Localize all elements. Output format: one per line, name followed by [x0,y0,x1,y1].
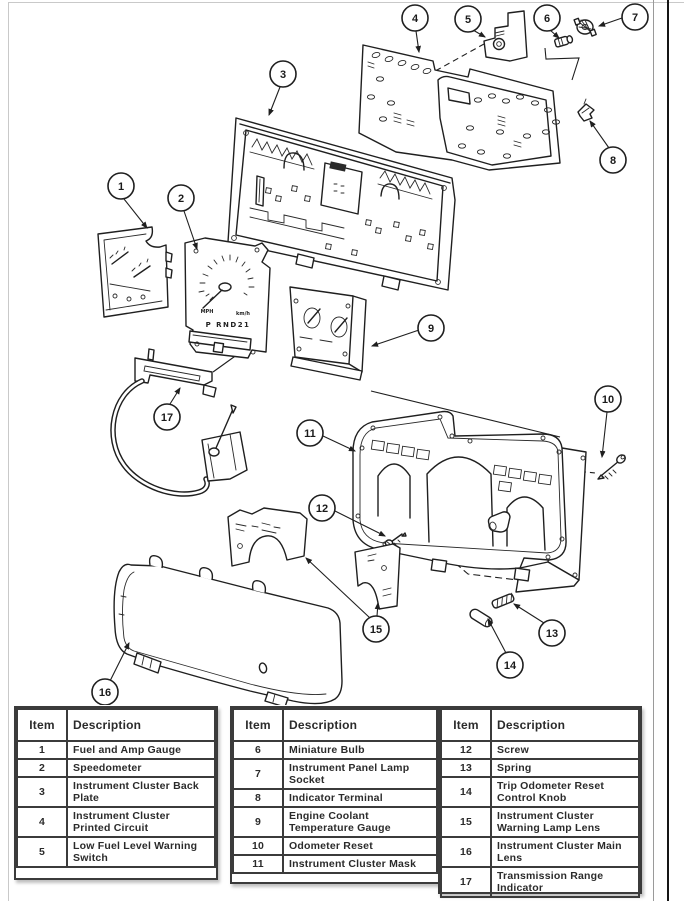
parts-table [440,708,640,898]
callout-10 [595,386,621,412]
description-cell: Miniature Bulb [283,741,437,759]
svg-text:13: 13 [545,628,559,640]
callout-2 [168,185,194,211]
description-header: Description [283,709,437,741]
description-cell: Engine Coolant Temperature Gauge [283,807,437,837]
svg-text:15: 15 [369,624,383,636]
part-trip-odometer-reset-knob [468,607,494,628]
callout-5 [455,6,481,32]
svg-text:16: 16 [98,687,112,699]
item-cell: 15 [441,807,491,837]
description-cell: Screw [491,741,639,759]
callout-6 [534,5,560,31]
table-row [441,807,639,837]
parts-table-1 [14,706,218,880]
item-cell: 13 [441,759,491,777]
item-cell: 11 [233,855,283,873]
part-instrument-panel-lamp-bracket [484,11,527,61]
svg-text:3: 3 [279,69,287,81]
description-cell: Instrument Cluster Back Plate [67,777,215,807]
table-header-row [441,709,639,741]
callout-15 [363,616,389,642]
table-row [441,759,639,777]
item-cell: 16 [441,837,491,867]
part-odometer-reset-screw [598,453,627,479]
part-engine-coolant-temperature-gauge [290,287,366,380]
table-row [441,777,639,807]
item-cell: 2 [17,759,67,777]
svg-text:11: 11 [304,428,316,440]
part-speedometer [185,238,270,358]
item-cell: 14 [441,777,491,807]
table-row [233,741,437,759]
item-cell: 3 [17,777,67,807]
table-row [17,741,215,759]
callout-8 [600,147,626,173]
svg-text:6: 6 [543,13,551,25]
callout-16 [92,679,118,705]
table-row [233,837,437,855]
parts-table [232,708,438,874]
callout-3 [270,61,296,87]
description-cell: Odometer Reset [283,837,437,855]
table-row [17,807,215,837]
callout-4 [402,5,428,31]
part-indicator-terminal [578,99,594,121]
item-header: Item [441,709,491,741]
parts-table [16,708,216,868]
table-row [233,807,437,837]
part-instrument-cluster-printed-circuit [359,45,560,170]
svg-text:10: 10 [601,394,615,406]
table-row [17,759,215,777]
description-cell: Instrument Cluster Mask [283,855,437,873]
item-cell: 12 [441,741,491,759]
svg-text:8: 8 [609,155,617,167]
parts-table-3 [438,706,642,894]
item-cell: 9 [233,807,283,837]
table-row [233,789,437,807]
description-cell: Instrument Cluster Printed Circuit [67,807,215,837]
item-cell: 6 [233,741,283,759]
svg-text:7: 7 [631,12,639,24]
table-header-row [17,709,215,741]
description-cell: Indicator Terminal [283,789,437,807]
item-cell: 5 [17,837,67,867]
svg-text:12: 12 [315,503,329,515]
part-warning-lamp-lens-upper [228,508,307,566]
table-row [17,777,215,807]
part-instrument-panel-lamp-socket [574,18,596,36]
item-cell: 17 [441,867,491,897]
speedometer-kmh-label: km/h [236,311,250,317]
callout-12 [309,495,335,521]
callout-17 [154,404,180,430]
description-cell: Spring [491,759,639,777]
svg-text:5: 5 [464,14,472,26]
svg-text:4: 4 [411,13,419,25]
item-cell: 4 [17,807,67,837]
description-cell: Instrument Cluster Warning Lamp Lens [491,807,639,837]
callout-9 [418,315,444,341]
table-row [233,855,437,873]
callout-14 [497,652,523,678]
description-cell: Instrument Panel Lamp Socket [283,759,437,789]
svg-text:2: 2 [177,193,185,205]
item-cell: 7 [233,759,283,789]
description-cell: Trip Odometer Reset Control Knob [491,777,639,807]
item-header: Item [17,709,67,741]
callout-11 [297,420,323,446]
svg-text:17: 17 [160,412,174,424]
item-cell: 1 [17,741,67,759]
table-row [233,759,437,789]
svg-text:1: 1 [117,181,125,193]
description-cell: Speedometer [67,759,215,777]
table-row [441,741,639,759]
description-header: Description [491,709,639,741]
part-instrument-cluster-main-lens [114,556,342,705]
callout-7 [622,4,648,30]
description-cell: Fuel and Amp Gauge [67,741,215,759]
description-cell: Instrument Cluster Main Lens [491,837,639,867]
part-spring [491,593,514,609]
table-row [441,867,639,897]
table-row [441,837,639,867]
description-cell: Low Fuel Level Warning Switch [67,837,215,867]
table-row [17,837,215,867]
description-cell: Transmission Range Indicator [491,867,639,897]
speedometer-mph-label: MPH [200,309,214,315]
svg-text:9: 9 [427,323,435,335]
table-header-row [233,709,437,741]
callout-1 [108,173,134,199]
svg-text:14: 14 [503,660,517,672]
item-cell: 8 [233,789,283,807]
parts-table-2 [230,706,440,884]
transmission-gear-text: P RND21 [205,321,251,329]
part-fuel-and-amp-gauge [98,227,172,317]
item-cell: 10 [233,837,283,855]
item-header: Item [233,709,283,741]
callout-13 [539,620,565,646]
description-header: Description [67,709,215,741]
part-warning-lamp-lens-lower [355,544,400,609]
